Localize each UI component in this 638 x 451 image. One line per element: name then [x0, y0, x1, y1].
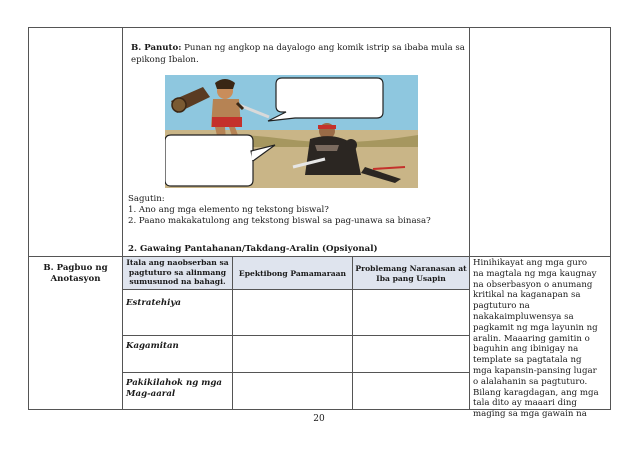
table-left-border	[28, 27, 29, 410]
table-col-divider-1	[122, 27, 123, 410]
note-line: mga kapansin-pansing lugar	[473, 366, 597, 376]
panuto-text-1: Punan ng angkop na dayalogo ang komik istrip sa ibaba mula sa	[181, 43, 465, 53]
comic-illustration	[165, 75, 418, 188]
panuto-label: B. Panuto:	[131, 43, 182, 53]
header-col1-line-3: sumusunod na bahagi.	[129, 277, 226, 286]
note-line: maging sa mga gawain na	[473, 409, 587, 420]
header-col3-line-2: Iba pang Usapin	[376, 274, 446, 283]
header-col2: Epektibong Pamamaraan	[238, 269, 347, 278]
note-line: baguhin ang ibinigay na	[473, 344, 579, 355]
note-line: o alalahanin sa pagtuturo.	[473, 376, 588, 387]
row-pakikilahok-line-2: Mag-aaral	[126, 389, 176, 399]
note-line: na obserbasyon o anumang	[473, 279, 593, 290]
header-col3-line-1: Problemang Naranasan at	[355, 264, 467, 273]
note-line: pagkamit ng mga layunin ng	[473, 322, 598, 333]
note-line: Hinihikayat ang mga guro	[473, 258, 588, 268]
inner-row-divider-1	[122, 335, 469, 336]
sagutin-question-2: 2. Paano makakatulong ang tekstong biswal sa pag-unawa sa binasa?	[128, 216, 431, 226]
table-col-divider-2	[469, 27, 470, 410]
note-line: nakakaimpluwensya sa	[473, 312, 574, 322]
row-kagamitan: Kagamitan	[126, 341, 179, 351]
inner-row-divider-2	[122, 372, 469, 373]
inner-col-divider-1	[232, 257, 233, 409]
sagutin-question-1: 1. Ano ang mga elemento ng tekstong biswal?	[128, 205, 329, 215]
table-right-border	[610, 27, 611, 410]
section-b-label-line-2: Anotasyon	[50, 274, 101, 284]
note-line: template sa pagtatala ng	[473, 355, 582, 366]
table-top-border	[28, 27, 611, 28]
ibalon-comic-strip	[165, 75, 418, 188]
note-line: aralin. Maaaring gamitin o	[473, 333, 590, 344]
note-line: kritikal na kaganapan sa	[473, 290, 581, 301]
gawain-heading: 2. Gawaing Pantahanan/Takdang-Aralin (Opsiyonal)	[128, 244, 378, 254]
page-number: 20	[313, 414, 325, 424]
panuto-line-1	[131, 43, 466, 54]
row-estratehiya: Estratehiya	[126, 298, 181, 308]
note-line: Bilang karagdagan, ang mga	[473, 387, 599, 398]
inner-header-divider	[122, 289, 469, 290]
header-col1-line-2: pagtuturo sa alinmang	[128, 267, 227, 277]
sagutin-label: Sagutin:	[128, 194, 165, 204]
header-col1-line-1: Itala ang naobserban sa	[126, 258, 229, 267]
speech-bubble-1	[268, 78, 383, 121]
panuto-line-2: epikong Ibalon.	[131, 55, 199, 65]
section-b-label-line-1: B. Pagbuo ng	[43, 263, 108, 273]
speech-bubble-2	[165, 135, 253, 186]
note-line: pagtuturo na	[473, 301, 530, 312]
row-pakikilahok-line-1: Pakikilahok ng mga	[126, 378, 222, 388]
note-line: tala dito ay maaari ding	[473, 398, 577, 409]
note-line: na magtala ng mga kaugnay	[473, 268, 597, 279]
